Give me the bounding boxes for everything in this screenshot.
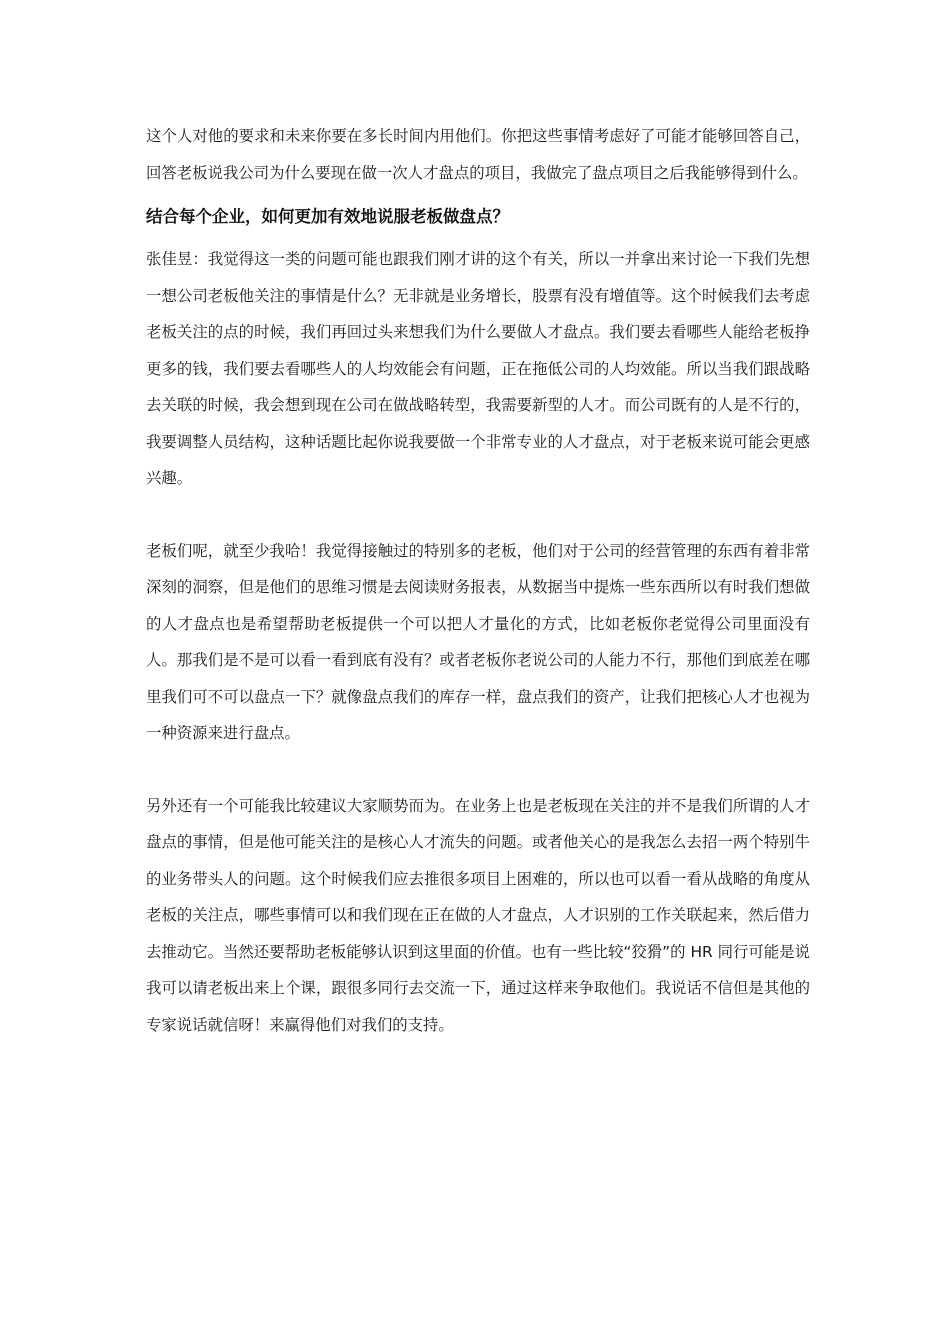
paragraph-bosses: 老板们呢，就至少我哈！我觉得接触过的特别多的老板，他们对于公司的经营管理的东西有着非常深刻的洞察，但是他们的思维习惯是去阅读财务报表，从数据当中提炼一些东西所以有时我们想做的人才盘点也是希望帮助老板提供一个可以把人才量化的方式，比如老板你老觉得公司里面没有人。那我们是不是可以看一看到底有没有？或者老板你老说公司的人能力不行，那他们到底差在哪里我们可不可以盘点一下？就像盘点我们的库存一样，盘点我们的资产，让我们把核心人才也视为一种资源来进行盘点。 <box>146 541 810 742</box>
intro-paragraph: 这个人对他的要求和未来你要在多长时间内用他们。你把这些事情考虑好了可能才能够回答自己，回答老板说我公司为什么要现在做一次人才盘点的项目，我做完了盘点项目之后我能够得到什么。 <box>146 127 810 182</box>
paragraph-zhang-jiayu: 张佳昱：我觉得这一类的问题可能也跟我们刚才讲的这个有关，所以一并拿出来讨论一下我们先想一想公司老板他关注的事情是什么？无非就是业务增长，股票有没有增值等。这个时候我们去考虑老板关注的点的时候，我们再回过头来想我们为什么要做人才盘点。我们要去看哪些人能给老板挣更多的钱，我们要去看哪些人的人均效能会有问题，正在拖低公司的人均效能。所以当我们跟战略去关联的时候，我会想到现在公司在做战略转型，我需要新型的人才。而公司既有的人是不行的，我要调整人员结构，这种话题比起你说我要做一个非常专业的人才盘点，对于老板来说可能会更感兴趣。 <box>146 250 810 487</box>
document-body <box>146 118 810 1043</box>
section-heading: 结合每个企业，如何更加有效地说服老板做盘点？ <box>146 207 509 226</box>
paragraph-go-with-flow: 另外还有一个可能我比较建议大家顺势而为。在业务上也是老板现在关注的并不是我们所谓的人才盘点的事情，但是他可能关注的是核心人才流失的问题。或者他关心的是我怎么去招一两个特别牛的业务带头人的问题。这个时候我们应去推很多项目上困难的，所以也可以看一看从战略的角度从老板的关注点，哪些事情可以和我们现在正在做的人才盘点，人才识别的工作关联起来，然后借力去推动它。当然还要帮助老板能够认识到这里面的价值。也有一些比较“狡猾”的 HR 同行可能是说我可以请老板出来上个课，跟很多同行去交流一下，通过这样来争取他们。我说话不信但是其他的专家说话就信呀！来赢得他们对我们的支持。 <box>146 796 810 1034</box>
